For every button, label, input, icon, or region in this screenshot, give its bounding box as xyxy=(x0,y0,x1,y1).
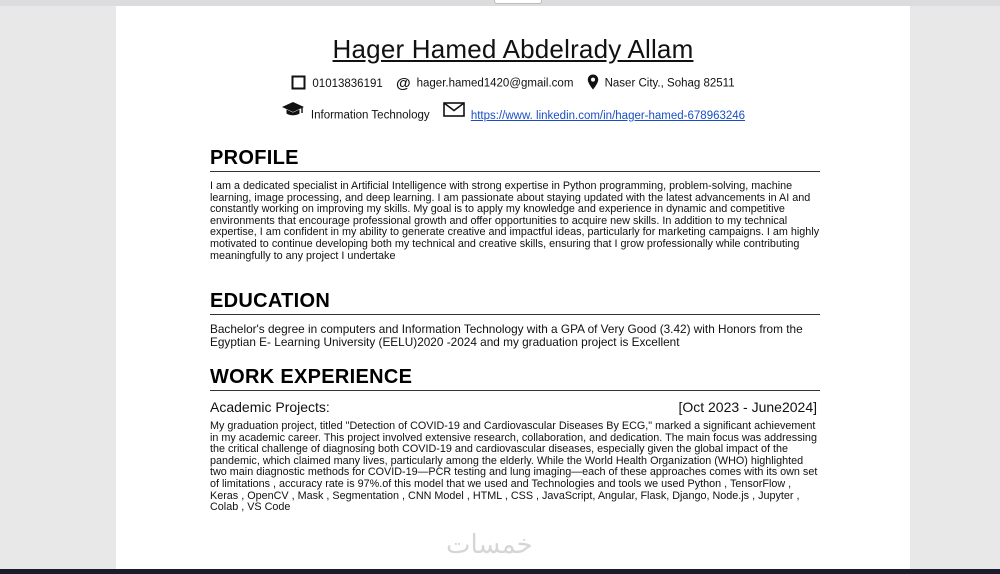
project-dates: [Oct 2023 - June2024] xyxy=(678,399,817,415)
work-experience-heading: WORK EXPERIENCE xyxy=(210,366,820,391)
linkedin-link[interactable]: https://www. linkedin.com/in/hager-hamed-678963246 xyxy=(470,109,746,122)
phone-item xyxy=(291,75,382,93)
watermark-logo: خمسات xyxy=(446,530,533,560)
at-icon: @ xyxy=(395,75,411,92)
project-header xyxy=(210,399,817,415)
education-text: Bachelor's degree in computers and Information Technology with a GPA of Very Good (3.42) with Honors from the Egyptian E- Learning University (EELU)2020 -2024 and my graduation project is Excellent xyxy=(210,322,803,349)
education-heading: EDUCATION xyxy=(210,290,820,315)
candidate-name: Hager Hamed Abdelrady Allam xyxy=(332,34,694,64)
contact-row-secondary xyxy=(116,106,910,125)
resume-page xyxy=(116,6,910,574)
phone-text: 01013836191 xyxy=(312,77,383,90)
square-icon xyxy=(291,75,306,93)
location-item xyxy=(587,74,735,93)
graduation-cap-icon xyxy=(281,101,305,120)
linkedin-item xyxy=(443,107,745,125)
email-text: hager.hamed1420@gmail.com xyxy=(416,77,574,90)
viewer-tab-handle[interactable] xyxy=(494,0,542,4)
map-pin-icon xyxy=(587,74,599,93)
profile-heading: PROFILE xyxy=(210,147,820,172)
contact-row-primary xyxy=(116,74,910,93)
envelope-icon xyxy=(443,102,465,120)
project-description: My graduation project, titled "Detection of COVID-19 and Cardiovascular Diseases By ECG," marked a significant achievement in my academic career. This project involved extensive research, collaboration, and dedication. The main focus was addressing the critical challenge of diagnosing both COVID-19 and cardiovascular diseases, especially given the global impact of the pandemic, which claimed many lives, particularly among the elderly. While the World Health Organization (WHO) highlighted two main diagnostic methods for COVID-19—PCR testing and lung imaging—each of these approaches comes with its own set of limitations , accuracy rate is 97%.of this model that we used and Technologies and tools we used Python , TensorFlow , Keras , OpenCV , Mask , Segmentation , CNN Model , HTML , CSS , JavaScript, Angular, Flask, Django, Node.js , Jupyter , Colab , VS Code xyxy=(210,420,818,514)
field-item xyxy=(281,106,430,125)
location-text: Naser City., Sohag 82511 xyxy=(604,77,735,90)
email-item xyxy=(396,75,573,92)
taskbar-strip xyxy=(0,569,1000,574)
profile-text: I am a dedicated specialist in Artificial Intelligence with strong expertise in Python programming, problem-solving, machine learning, image processing, and deep learning. I am passionate about staying updated with the latest advancements in AI and constantly working on improving my skills. My goal is to apply my knowledge and experience in dynamic and competitive environments that encourage professional growth and offer opportunities to acquire new skills. In addition to my technical expertise, I am confident in my ability to generate creative and impactful ideas, particularly for marketing campaigns. I am highly motivated to continue developing both my technical and creative skills, ensuring that I grow professionally while contributing meaningfully to any project I undertake xyxy=(210,180,820,262)
project-label: Academic Projects: xyxy=(210,399,330,415)
field-text: Information Technology xyxy=(310,109,430,122)
